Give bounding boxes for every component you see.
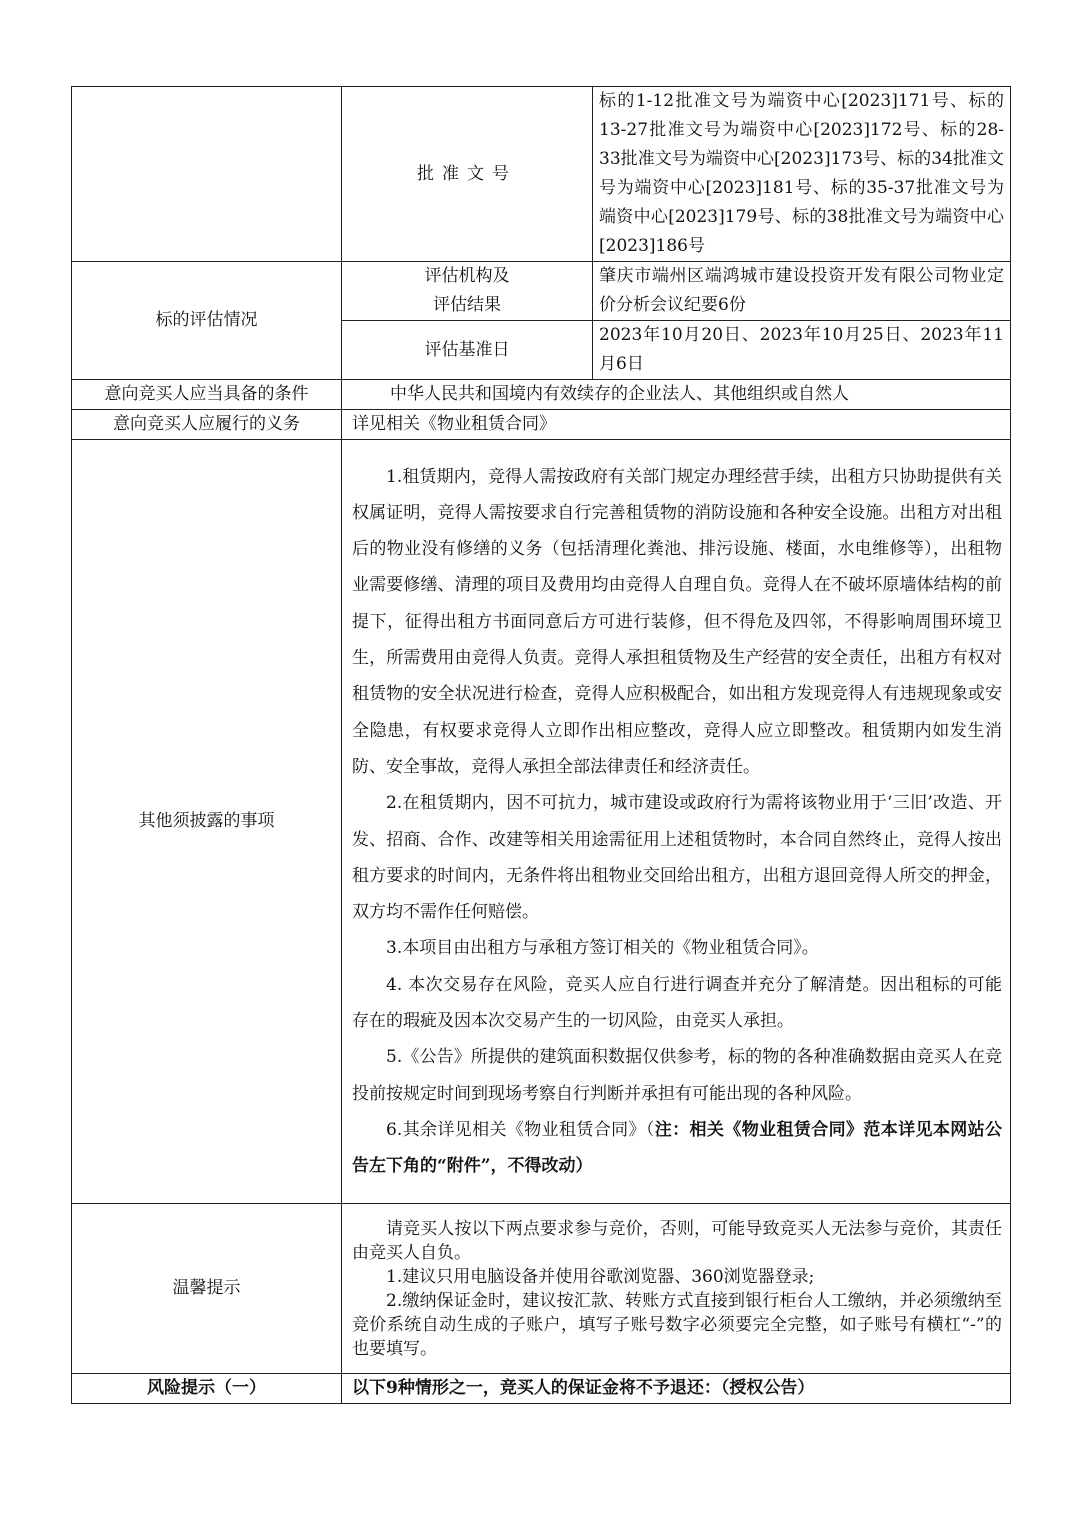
disclosure-paragraph-3: 3.本项目由出租方与承租方签订相关的《物业租赁合同》。 — [386, 938, 819, 959]
obligations-row — [72, 410, 1011, 440]
conditions-row — [72, 380, 1011, 410]
risk-value: 以下9种情形之一，竞买人的保证金将不予退还：（授权公告） — [342, 1374, 1011, 1404]
disclosure-paragraph-6-note: 注：相关《物业租赁合同》范本详见本网站公告左下角的“附件”，不得改动） — [352, 1119, 1002, 1177]
conditions-label: 意向竞买人应当具备的条件 — [72, 380, 342, 410]
approval-value: 标的1-12批准文号为端资中心[2023]171号、标的13-27批准文号为端资中心[2023]172号、标的28-33批准文号为端资中心[2023]173号、标的34批准文号为端资中心[2023]181号、标的35-37批准文号为端资中心[2023]179号、标的38批准文号为端资中心[2023]186号 — [593, 87, 1011, 262]
tips-label: 温馨提示 — [72, 1204, 342, 1374]
conditions-value: 中华人民共和国境内有效续存的企业法人、其他组织或自然人 — [342, 380, 1011, 410]
disclosure-label: 其他须披露的事项 — [72, 440, 342, 1204]
tips-intro: 请竞买人按以下两点要求参与竞价，否则，可能导致竞买人无法参与竞价，其责任由竞买人自负。 — [352, 1218, 1002, 1263]
evaluation-agency-label-line1: 评估机构及 — [424, 266, 510, 286]
disclosure-paragraph-5: 5.《公告》所提供的建筑面积数据仅供参考，标的物的各种准确数据由竞买人在竞投前按规定时间到现场考察自行判断并承担有可能出现的各种风险。 — [352, 1047, 1002, 1104]
tips-row — [72, 1204, 1011, 1374]
disclosure-paragraph-4: 4. 本次交易存在风险，竞买人应自行进行调查并充分了解清楚。因出租标的可能存在的瑕疵及因本次交易产生的一切风险，由竞买人承担。 — [352, 974, 1002, 1031]
disclosure-paragraph-1: 1.租赁期内，竞得人需按政府有关部门规定办理经营手续，出租方只协助提供有关权属证明，竞得人需按要求自行完善租赁物的消防设施和各种安全设施。出租方对出租后的物业没有修缮的义务（包括清理化粪池、排污设施、楼面，水电维修等），出租物业需要修缮、清理的项目及费用均由竞得人自理自负。竞得人在不破坏原墙体结构的前提下，征得出租方书面同意后方可进行装修，但不得危及四邻，不得影响周围环境卫生，所需费用由竞得人负责。竞得人承担租赁物及生产经营的安全责任，出租方有权对租赁物的安全状况进行检查，竞得人应积极配合，如出租方发现竞得人有违规现象或安全隐患，有权要求竞得人立即作出相应整改，竞得人应立即整改。租赁期内如发生消防、安全事故，竞得人承担全部法律责任和经济责任。 — [352, 466, 1002, 777]
obligations-value: 详见相关《物业租赁合同》 — [342, 410, 1011, 440]
approval-row — [72, 87, 1011, 262]
approval-empty-cell — [72, 87, 342, 262]
evaluation-label: 标的评估情况 — [72, 262, 342, 380]
disclosure-content — [342, 440, 1011, 1204]
evaluation-agency-value: 肇庆市端州区端鸿城市建设投资开发有限公司物业定价分析会议纪要6份 — [593, 262, 1011, 321]
risk-label: 风险提示（一） — [72, 1374, 342, 1404]
evaluation-agency-label-line2: 评估结果 — [433, 295, 501, 315]
evaluation-base-date-label: 评估基准日 — [342, 321, 593, 380]
approval-label: 批准文号 — [342, 87, 593, 262]
disclosure-row — [72, 440, 1011, 1204]
tips-item-2: 2.缴纳保证金时，建议按汇款、转账方式直接到银行柜台人工缴纳，并必须缴纳至竞价系统自动生成的子账户，填写子账号数字必须要完全完整，如子账号有横杠“-”的也要填写。 — [352, 1290, 1002, 1359]
evaluation-agency-row — [72, 262, 1011, 321]
risk-row — [72, 1374, 1011, 1404]
disclosure-paragraph-2: 2.在租赁期内，因不可抗力，城市建设或政府行为需将该物业用于‘三旧’改造、开发、招商、合作、改建等相关用途需征用上述租赁物时，本合同自然终止，竞得人按出租方要求的时间内，无条件将出租物业交回给出租方，出租方退回竞得人所交的押金，双方均不需作任何赔偿。 — [352, 793, 1002, 923]
disclosure-paragraph-6-prefix: 6.其余详见相关《物业租赁合同》（ — [386, 1119, 655, 1140]
disclosure-paragraph-6 — [352, 1112, 1002, 1185]
announcement-table — [71, 86, 1011, 1404]
obligations-label: 意向竞买人应履行的义务 — [72, 410, 342, 440]
tips-item-1: 1.建议只用电脑设备并使用谷歌浏览器、360浏览器登录; — [386, 1266, 815, 1287]
evaluation-base-date-value: 2023年10月20日、2023年10月25日、2023年11月6日 — [593, 321, 1011, 380]
tips-content — [342, 1204, 1011, 1374]
evaluation-agency-label — [342, 262, 593, 321]
